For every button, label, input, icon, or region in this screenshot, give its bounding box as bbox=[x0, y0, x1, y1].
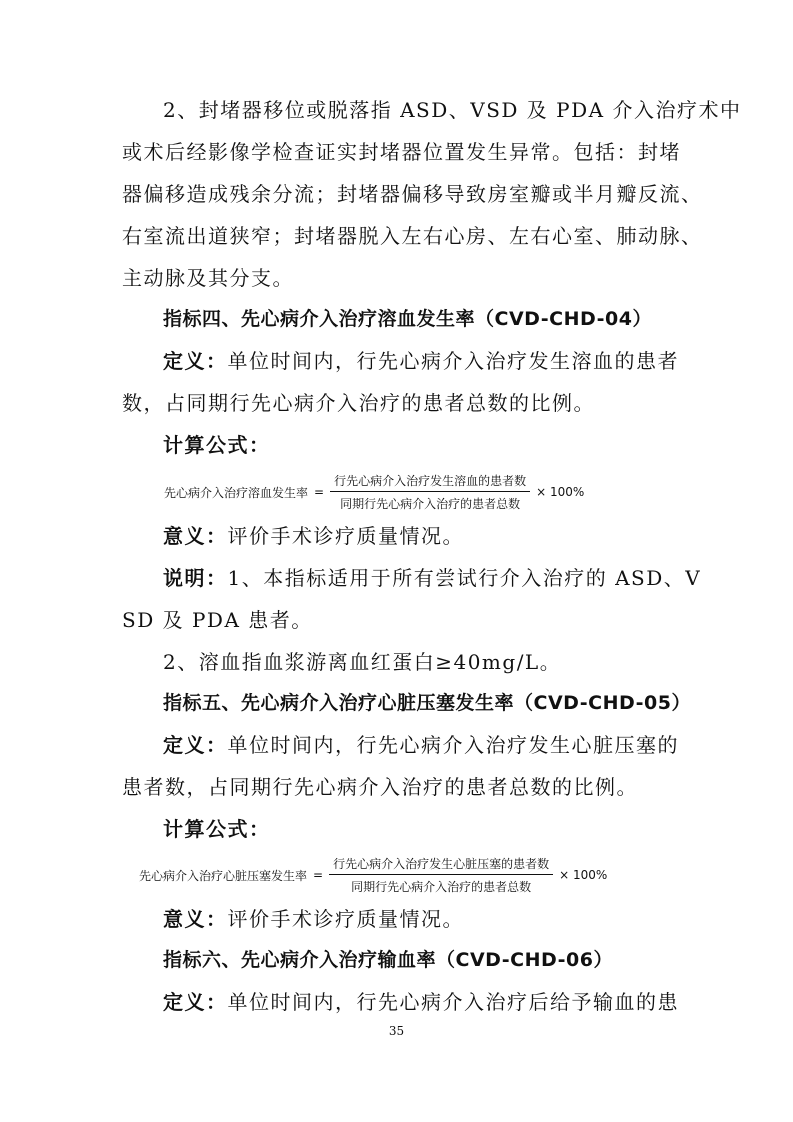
formula-label: 计算公式： bbox=[163, 817, 271, 841]
paragraph-line: 右室流出道狭窄；封堵器脱入左右心房、左右心室、肺动脉、 bbox=[122, 224, 703, 248]
meaning-text: 评价手术诊疗质量情况。 bbox=[227, 907, 464, 931]
note-line-2: 2、溶血指血浆游离血红蛋白≥40mg/L。 bbox=[163, 650, 562, 674]
formula-lhs: 先心病介入治疗溶血发生率 bbox=[164, 485, 309, 500]
section-heading-indicator-4: 指标四、先心病介入治疗溶血发生率（CVD-CHD-04） bbox=[163, 308, 652, 330]
definition-line bbox=[163, 990, 679, 1014]
meaning-text: 评价手术诊疗质量情况。 bbox=[227, 524, 464, 548]
paragraph-line: 或术后经影像学检查证实封堵器位置发生异常。包括：封堵 bbox=[122, 140, 681, 164]
formula-equals: = bbox=[314, 485, 325, 499]
formula-numerator: 行先心病介入治疗发生心脏压塞的患者数 bbox=[329, 855, 553, 875]
formula-label: 计算公式： bbox=[163, 433, 271, 457]
formula-numerator: 行先心病介入治疗发生溶血的患者数 bbox=[330, 472, 530, 492]
definition-line bbox=[163, 349, 679, 373]
definition-label: 定义： bbox=[163, 990, 228, 1014]
formula-hemolysis-rate bbox=[164, 472, 584, 512]
formula-equals: = bbox=[313, 868, 324, 882]
formula-denominator: 同期行先心病介入治疗的患者总数 bbox=[351, 880, 532, 894]
definition-line-cont: 患者数，占同期行先心病介入治疗的患者总数的比例。 bbox=[122, 775, 638, 799]
meaning-line bbox=[163, 524, 464, 548]
definition-line-cont: 数，占同期行先心病介入治疗的患者总数的比例。 bbox=[122, 391, 595, 415]
section-heading-indicator-6: 指标六、先心病介入治疗输血率（CVD-CHD-06） bbox=[163, 949, 613, 971]
note-label: 说明： bbox=[163, 566, 228, 590]
meaning-line bbox=[163, 907, 464, 931]
formula-fraction bbox=[329, 855, 553, 895]
formula-multiplier: × 100% bbox=[536, 485, 585, 499]
definition-label: 定义： bbox=[163, 733, 228, 757]
definition-line bbox=[163, 733, 679, 757]
paragraph-line: 主动脉及其分支。 bbox=[122, 266, 294, 290]
section-heading-indicator-5: 指标五、先心病介入治疗心脏压塞发生率（CVD-CHD-05） bbox=[163, 692, 691, 714]
paragraph-line: 2、封堵器移位或脱落指 ASD、VSD 及 PDA 介入治疗术中 bbox=[163, 98, 742, 122]
definition-label: 定义： bbox=[163, 349, 228, 373]
definition-text: 单位时间内，行先心病介入治疗发生溶血的患者 bbox=[227, 349, 679, 373]
formula-multiplier: × 100% bbox=[559, 868, 608, 882]
definition-text: 单位时间内，行先心病介入治疗发生心脏压塞的 bbox=[227, 733, 679, 757]
formula-lhs: 先心病介入治疗心脏压塞发生率 bbox=[139, 868, 308, 883]
formula-fraction bbox=[330, 472, 530, 512]
definition-text: 单位时间内，行先心病介入治疗后给予输血的患 bbox=[227, 990, 679, 1014]
note-line bbox=[163, 566, 701, 590]
page-number: 35 bbox=[388, 1024, 405, 1038]
paragraph-line: 器偏移造成残余分流；封堵器偏移导致房室瓣或半月瓣反流、 bbox=[122, 182, 703, 206]
meaning-label: 意义： bbox=[163, 524, 228, 548]
formula-tamponade-rate bbox=[139, 855, 607, 895]
formula-denominator: 同期行先心病介入治疗的患者总数 bbox=[340, 497, 521, 511]
note-line-cont: SD 及 PDA 患者。 bbox=[122, 608, 313, 632]
meaning-label: 意义： bbox=[163, 907, 228, 931]
note-text: 1、本指标适用于所有尝试行介入治疗的 ASD、V bbox=[227, 566, 702, 590]
